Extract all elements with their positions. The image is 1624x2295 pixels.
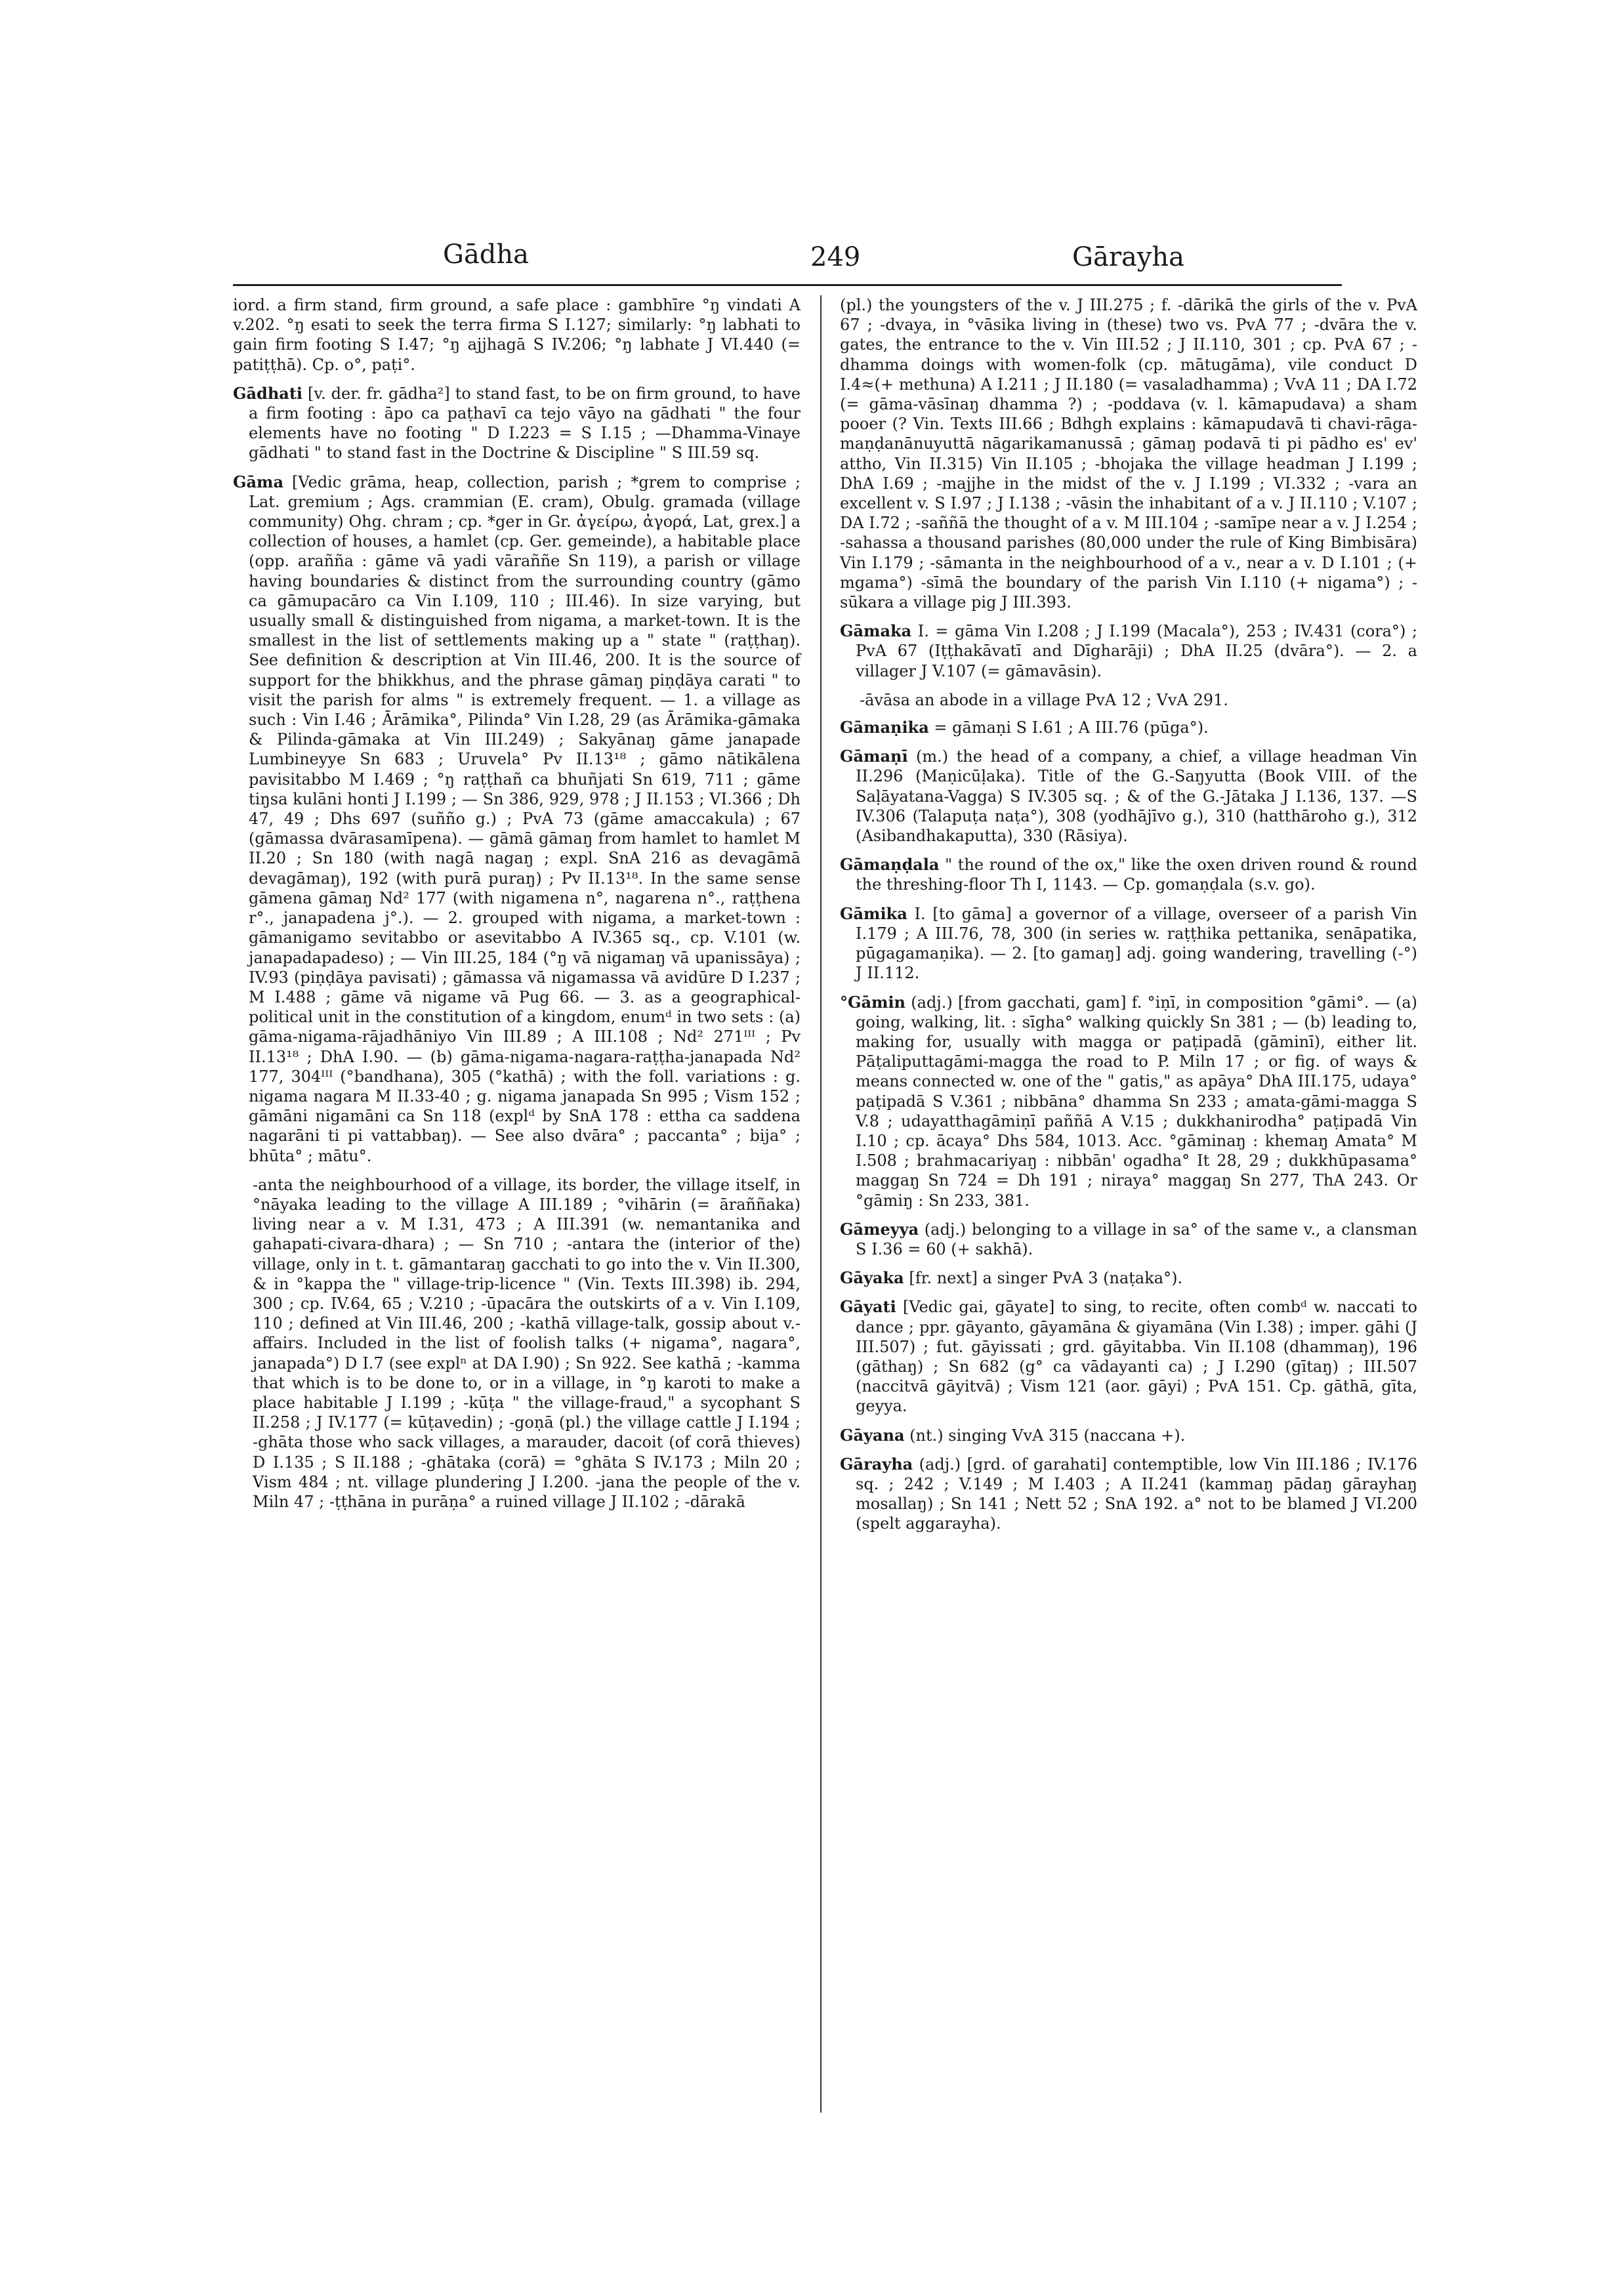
entry-gamani [840, 747, 1417, 846]
headword: Gāmaṇḍala [840, 855, 940, 875]
headword: Gārayha [840, 1454, 913, 1474]
entry-gamin [840, 993, 1417, 1210]
entry-text: [fr. next] a singer PvA 3 (naṭaka°). [904, 1269, 1183, 1288]
entry-gameyya [840, 1220, 1417, 1259]
header-rule [233, 284, 1342, 286]
headword: Gāma [233, 472, 283, 491]
right-column [840, 295, 1417, 1543]
headword: Gāyana [840, 1425, 905, 1445]
entry-gamanika [840, 718, 1417, 737]
entry-text: [Vedic grāma, heap, collection, parish ; *grem to comprise ; Lat. gremium ; Ags. crammian (E. cram), Obulg. gramada (village community) Ohg. chram ; cp. *ger in Gr. ἀγείρω, ἀγορά, Lat, grex.] a collection of houses, a hamlet (cp. Ger. gemeinde), a habitable place (opp. arañña : gāme vā yadi vāraññe Sn 119), a parish or village having boundaries & distinct from the surrounding country (gāmo ca gāmupacāro ca Vin I.109, 110 ; III.46). In size varying, but usually small & distinguished from nigama, a market-town. It is the smallest in the list of settlements making up a " state " (raṭṭhaŋ). See definition & description at Vin III.46, 200. It is the source of support for the bhikkhus, and the phrase gāmaŋ piṇḍāya carati " to visit the parish for alms " is extremely frequent. — 1. a village as such : Vin I.46 ; Ārāmika°, Pilinda° Vin I.28, 29 (as Ārāmika-gāmaka & Pilinda-gāmaka at Vin III.249) ; Sakyānaŋ gāme janapade Lumbineyye Sn 683 ; Uruvela° Pv II.13¹⁸ ; gāmo nātikālena pavisitabbo M I.469 ; °ŋ raṭṭhañ ca bhuñjati Sn 619, 711 ; gāme tiŋsa kulāni honti J I.199 ; — Sn 386, 929, 978 ; J II.153 ; VI.366 ; Dh 47, 49 ; Dhs 697 (suñño g.) ; PvA 73 (gāme amaccakula) ; 67 (gāmassa dvārasamīpena). — gāmā gāmaŋ from hamlet to hamlet M II.20 ; Sn 180 (with nagā nagaŋ ; expl. SnA 216 as devagāmā devagāmaŋ), 192 (with purā puraŋ) ; Pv II.13¹⁸. In the same sense gāmena gāmaŋ Nd² 177 (with nigamena n°, nagarena n°., raṭṭhena r°., janapadena j°.). — 2. grouped with nigama, a market-town : gāmanigamo sevitabbo or asevitabbo A IV.365 sq., cp. V.101 (w. janapadapadeso) ; — Vin III.25, 184 (°ŋ vā nigamaŋ vā upanissāya) ; IV.93 (piṇḍāya pavisati) ; gāmassa vā nigamassa vā avidūre D I.237 ; M I.488 ; gāme vā nigame vā Pug 66. — 3. as a geographical-political unit in the constitution of a kingdom, enumᵈ in two sets : (a) gāma-nigama-rājadhāniyo Vin III.89 ; A III.108 ; Nd² 271ᴵᴵᴵ ; Pv II.13¹⁸ ; DhA I.90. — (b) gāma-nigama-nagara-raṭṭha-janapada Nd² 177, 304ᴵᴵᴵ (°bandhana), 305 (°kathā) ; with the foll. variations : g. nigama nagara M II.33-40 ; g. nigama janapada Sn 995 ; Vism 152 ; gāmāni nigamāni ca Sn 118 (explᵈ by SnA 178 : ettha ca saddena nagarāni ti pi vattabbaŋ). — See also dvāra° ; paccanta° ; bija° ; bhūta° ; mātu°. [249, 472, 801, 1165]
headword: Gāmaṇika [840, 718, 929, 737]
entry-text: (adj.) [from gacchati, gam] f. °iṇī, in composition °gāmi°. — (a) going, walking, lit. : sīgha° walking quickly Sn 381 ; — (b) leading to, making for, usually with magga or paṭipadā (gāminī), either lit. Pāṭaliputtagāmi-magga the road to P. Miln 17 ; or fig. of ways & means connected w. one of the " gatis," as apāya° DhA III.175, udaya° paṭipadā S V.361 ; nibbāna° dhamma Sn 233 ; amata-gāmi-magga S V.8 ; udayatthagāmiṇī paññā A V.15 ; dukkhanirodha° paṭipadā Vin I.10 ; cp. ācaya° Dhs 584, 1013. Acc. °gāminaŋ : khemaŋ Amata° M I.508 ; brahmacariyaŋ : nibbān' ogadha° It 28, 29 ; dukkhūpasama° maggaŋ Sn 724 = Dh 191 ; niraya° maggaŋ Sn 277, ThA 243. Or °gāmiŋ : Sn 233, 381. [856, 993, 1417, 1210]
page-header [233, 233, 1342, 285]
entry-text: [Vedic gai, gāyate] to sing, to recite, often combᵈ w. naccati to dance ; ppr. gāyanto, gāyamāna & giyamāna (Vin I.38) ; imper. gāhi (J III.507) ; fut. gāyissati ; grd. gāyitabba. Vin II.108 (dhammaŋ), 196 (gāthaŋ) ; Sn 682 (g° ca vādayanti ca) ; J I.290 (gītaŋ) ; III.507 (naccitvā gāyitvā) ; Vism 121 (aor. gāyi) ; PvA 151. Cp. gāthā, gīta, geyya. [856, 1298, 1417, 1416]
left-column [233, 295, 801, 1520]
entry-text: I. [to gāma] a governor of a village, overseer of a parish Vin I.179 ; A III.76, 78, 300 (in series w. raṭṭhika pettanika, senāpatika, pūgagamaṇika). — 2. [to gamaŋ] adj. going wandering, travelling (-°) J II.112. [856, 904, 1417, 983]
headword: Gāyati [840, 1297, 896, 1317]
entry-gayana [840, 1426, 1417, 1445]
entry-text: -āvāsa an abode in a village PvA 12 ; VvA 291. [860, 690, 1228, 709]
headword: Gāmaṇī [840, 747, 908, 766]
gamaka-subentry [840, 690, 1417, 710]
page-number: 249 [810, 242, 861, 272]
entry-text: " the round of the ox," like the oxen driven round & round the threshing-floor Th I, 1143. — Cp. gomaṇḍala (s.v. go). [856, 856, 1417, 894]
gama-subentries: -anta the neighbourhood of a village, its border, the village itself, in °nāyaka leading to the village A III.189 ; °vihārin (= āraññaka) living near a v. M I.31, 473 ; A III.391 (w. nemantanika and gahapati-civara-dhara) ; — Sn 710 ; -antara the (interior of the) village, only in t. t. gāmantaraŋ gacchati to go into the v. Vin II.300, & in °kappa the " village-trip-licence " (Vin. Texts III.398) ib. 294, 300 ; cp. IV.64, 65 ; V.210 ; -ūpacāra the outskirts of a v. Vin I.109, 110 ; defined at Vin III.46, 200 ; -kathā village-talk, gossip about v.-affairs. Included in the list of foolish talks (+ nigama°, nagara°, janapada°) D I.7 (see explⁿ at DA I.90) ; Sn 922. See kathā ; -kamma that which is to be done to, or in a village, in °ŋ karoti to make a place habitable J I.199 ; -kūṭa " the village-fraud," a sycophant S II.258 ; J IV.177 (= kūṭavedin) ; -goṇā (pl.) the village cattle J I.194 ; -ghāta those who sack villages, a marauder, dacoit (of corā thieves) D I.135 ; S II.188 ; -ghātaka (corā) = °ghāta S IV.173 ; Miln 20 ; Vism 484 ; nt. village plundering J I.200. -jana the people of the v. Miln 47 ; -ṭṭhāna in purāṇa° a ruined village J II.102 ; -dārakā [253, 1175, 801, 1511]
running-head-left: Gādha [443, 239, 530, 270]
headword: Gāmaka [840, 621, 912, 641]
entry-text: (nt.) singing VvA 315 (naccana +). [904, 1426, 1186, 1445]
entry-text: (adj.) belonging to a village in sa° of the same v., a clansman S I.36 = 60 (+ sakhā). [856, 1220, 1417, 1258]
entry-gamandala [840, 855, 1417, 894]
entry-gamaka [840, 621, 1417, 681]
entry-text: [v. der. fr. gādha²] to stand fast, to be on firm ground, to have a firm footing : āpo ca paṭhavī ca tejo vāyo na gādhati " the four elements have no footing " D I.223 = S I.15 ; —Dhamma-Vinaye gādhati " to stand fast in the Doctrine & Discipline " S III.59 sq. [249, 384, 801, 463]
entry-gayati [840, 1297, 1417, 1416]
right-continuation: (pl.) the youngsters of the v. J III.275 ; f. -dārikā the girls of the v. PvA 67 ; -dvaya, in °vāsika living in (these) two vs. PvA 77 ; -dvāra the v. gates, the entrance to the v. Vin III.52 ; J II.110, 301 ; cp. PvA 67 ; -dhamma doings with women-folk (cp. mātugāma), vile conduct D I.4≈(+ methuna) A I.211 ; J II.180 (= vasaladhamma) ; VvA 11 ; DA I.72 (= gāma-vāsīnaŋ dhamma ?) ; -poddava (v. l. kāmapudava) a sham pooer (? Vin. Texts III.66 ; Bdhgh explains : kāmapudavā ti chavi-rāga-maṇḍanānuyuttā nāgarikamanussā ; gāmaŋ podavā ti pi pādho es' ev' attho, Vin II.315) Vin II.105 ; -bhojaka the village headman J I.199 ; DhA I.69 ; -majjhe in the midst of the v. J I.199 ; VI.332 ; -vara an excellent v. S I.97 ; J I.138 ; -vāsin the inhabitant of a v. J II.110 ; V.107 ; DA I.72 ; -saññā the thought of a v. M III.104 ; -samīpe near a v. J I.254 ; -sahassa a thousand parishes (80,000 under the rule of King Bimbisāra) Vin I.179 ; -sāmanta in the neighbourhood of a v., near a v. D I.101 ; (+ mgama°) -sīmā the boundary of the parish Vin I.110 (+ nigama°) ; -sūkara a village pig J III.393. [840, 296, 1417, 612]
entry-gayaka [840, 1268, 1417, 1288]
entry-text: I. = gāma Vin I.208 ; J I.199 (Macala°), 253 ; IV.431 (cora°) ; PvA 67 (Iṭṭhakāvatī and Dīgharāji) ; DhA II.25 (dvāra°). — 2. a villager J V.107 (= gāmavāsin). [856, 622, 1417, 680]
entry-gamika [840, 904, 1417, 983]
headword: °Gāmin [840, 992, 906, 1012]
headword: Gāmeyya [840, 1219, 919, 1239]
entry-gadhati [233, 384, 801, 463]
entry-text: (adj.) [grd. of garahati] contemptible, low Vin III.186 ; IV.176 sq. ; 242 ; V.149 ; M I.403 ; A II.241 (kammaŋ pādaŋ gārayhaŋ mosallaŋ) ; Sn 141 ; Nett 52 ; SnA 192. a° not to be blamed J VI.200 (spelt aggarayha). [856, 1455, 1417, 1533]
left-continuation: iord. a firm stand, firm ground, a safe place : gambhīre °ŋ vindati A v.202. °ŋ esati to seek the terra firma S I.127; similarly: °ŋ labhati to gain firm footing S I.47; °ŋ ajjhagā S IV.206; °ŋ labhate J VI.440 (= patiṭṭhā). Cp. o°, paṭi°. [233, 296, 801, 374]
entry-text: = gāmaṇi S I.61 ; A III.76 (pūga°). [928, 718, 1209, 737]
headword: Gāyaka [840, 1268, 904, 1288]
headword: Gāmika [840, 903, 907, 923]
entry-text: (m.) the head of a company, a chief, a village headman Vin II.296 (Maṇicūḷaka). Title of the G.-Saŋyutta (Book VIII. of the Saḷāyatana-Vagga) S IV.305 sq. ; & of the G.-Jātaka J I.136, 137. —S IV.306 (Talapuṭa naṭa°), 308 (yodhājīvo g.), 310 (hatthāroho g.), 312 (Asibandhakaputta), 330 (Rāsiya). [856, 747, 1417, 846]
headword: Gādhati [233, 383, 303, 403]
entry-gama [233, 472, 801, 1166]
column-divider [820, 295, 822, 2113]
running-head-right: Gārayha [1072, 242, 1184, 272]
entry-garayha [840, 1455, 1417, 1534]
